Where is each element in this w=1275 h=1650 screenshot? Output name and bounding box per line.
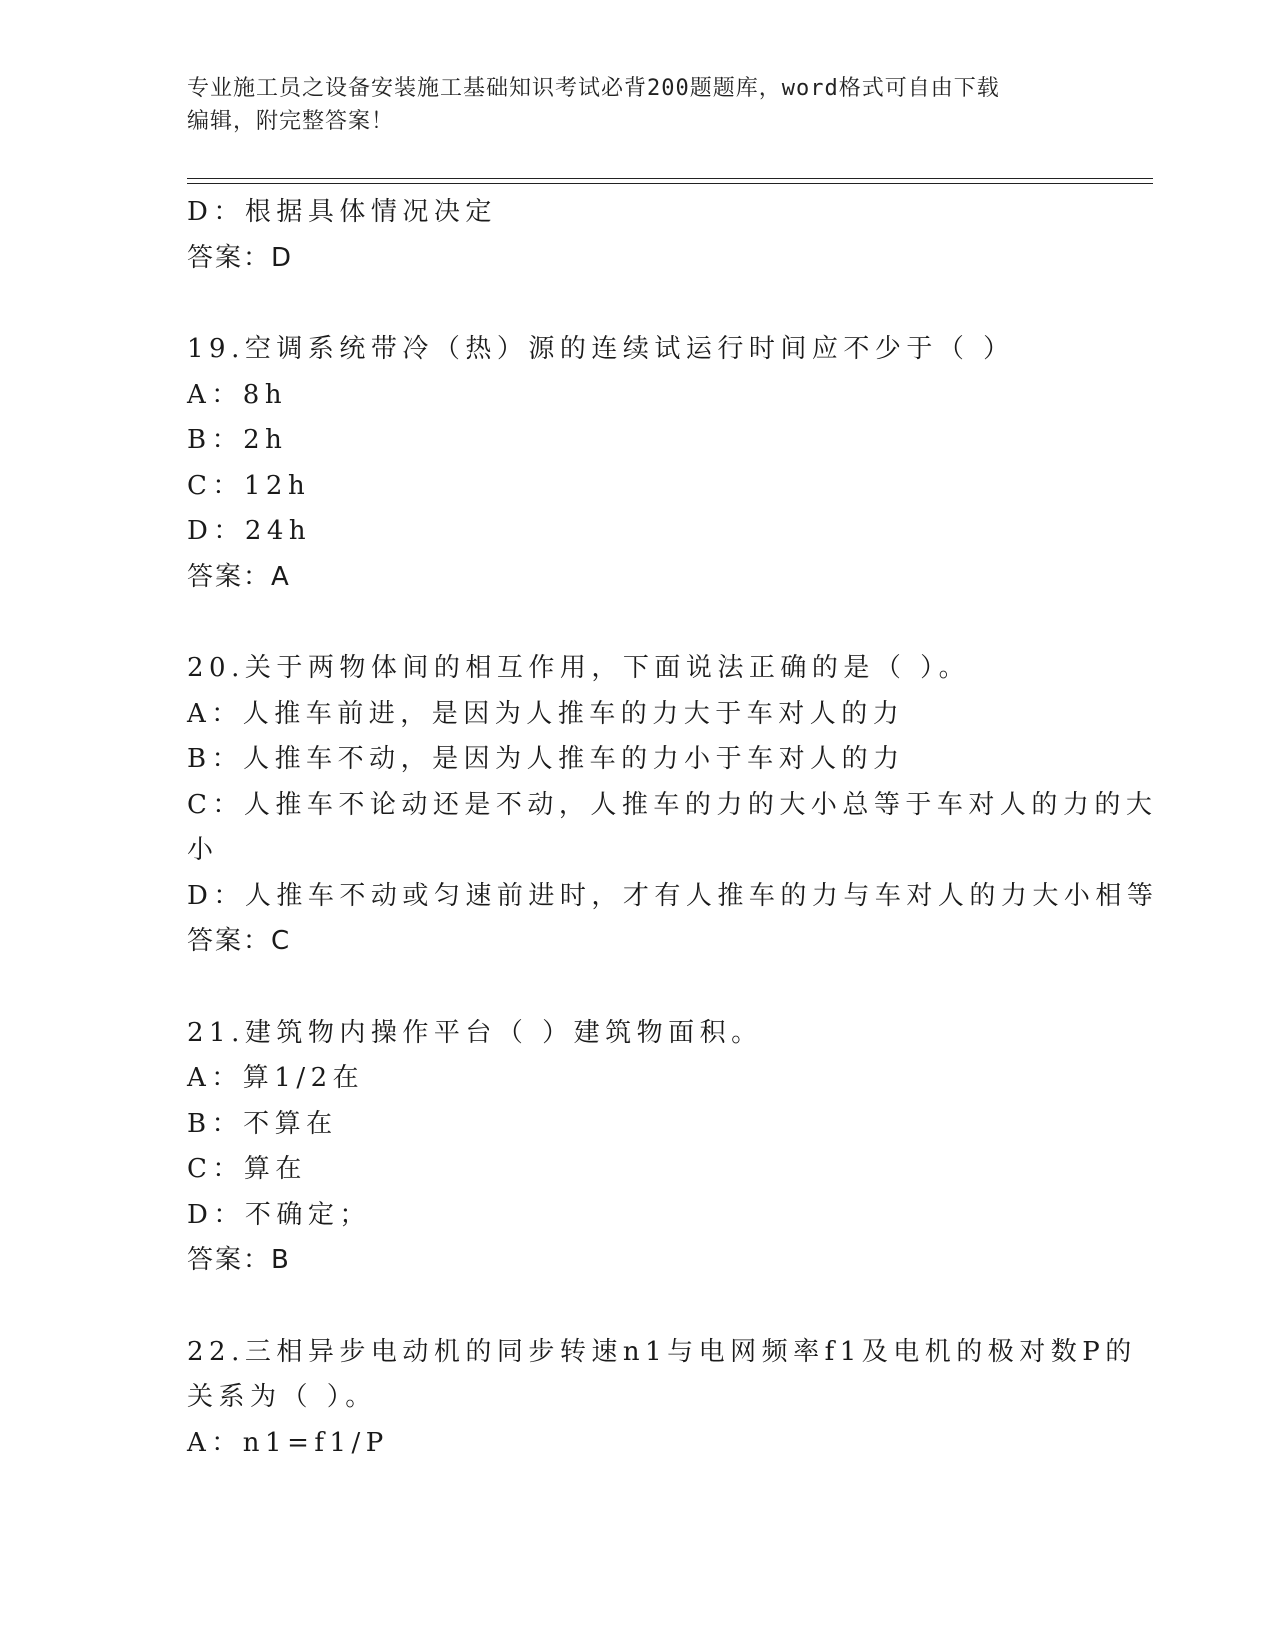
question-22	[187, 1330, 1137, 1467]
option-d: D：不确定；	[187, 1199, 371, 1230]
question-stem: 19.空调系统带冷（热）源的连续试运行时间应不少于（ ）	[187, 334, 1015, 364]
header-divider-bottom	[187, 183, 1153, 184]
spacer	[187, 965, 1087, 1011]
question-20	[187, 646, 1159, 965]
answer: 答案：A	[187, 561, 291, 592]
option-c-continued: 小	[187, 835, 219, 865]
header-line-1: 专业施工员之设备安装施工基础知识考试必背200题题库，word格式可自由下载	[187, 76, 1000, 101]
answer: 答案：B	[187, 1245, 291, 1275]
question-21	[187, 1011, 1087, 1284]
option-c: C：算在	[187, 1154, 307, 1184]
question-stem-continued: 关系为（ ）。	[187, 1382, 377, 1412]
option-c: C：12h	[187, 470, 311, 501]
spacer	[187, 281, 1087, 327]
question-stem: 22.三相异步电动机的同步转速n1与电网频率f1及电机的极对数P的	[187, 1336, 1137, 1367]
header-line-2: 编辑，附完整答案！	[187, 109, 395, 134]
header-divider-top	[187, 178, 1153, 179]
option-a: A：人推车前进，是因为人推车的力大于车对人的力	[187, 698, 905, 729]
option-d: D：24h	[187, 516, 312, 546]
option-b: B：2h	[187, 425, 288, 455]
answer: 答案：C	[187, 926, 292, 956]
answer: 答案：D	[187, 242, 294, 273]
option-a: A：算1/2在	[187, 1063, 365, 1093]
option-b: B：人推车不动，是因为人推车的力小于车对人的力	[187, 744, 905, 774]
question-stem: 21.建筑物内操作平台（ ）建筑物面积。	[187, 1017, 763, 1048]
question-list	[187, 190, 1159, 1466]
option-a: A：8h	[187, 379, 288, 410]
question-19	[187, 327, 1087, 600]
question-18-fragment	[187, 190, 1087, 281]
spacer	[187, 600, 1087, 646]
question-stem: 20.关于两物体间的相互作用，下面说法正确的是（ ）。	[187, 653, 971, 683]
option-b: B：不算在	[187, 1108, 338, 1139]
option-d: D：根据具体情况决定	[187, 197, 497, 227]
document-header	[187, 72, 1067, 138]
spacer	[187, 1284, 1087, 1330]
option-d: D：人推车不动或匀速前进时，才有人推车的力与车对人的力大小相等	[187, 880, 1159, 911]
option-c: C：人推车不论动还是不动，人推车的力的大小总等于车对人的力的大	[187, 789, 1158, 820]
option-a: A：n1=f1/P	[187, 1427, 389, 1458]
